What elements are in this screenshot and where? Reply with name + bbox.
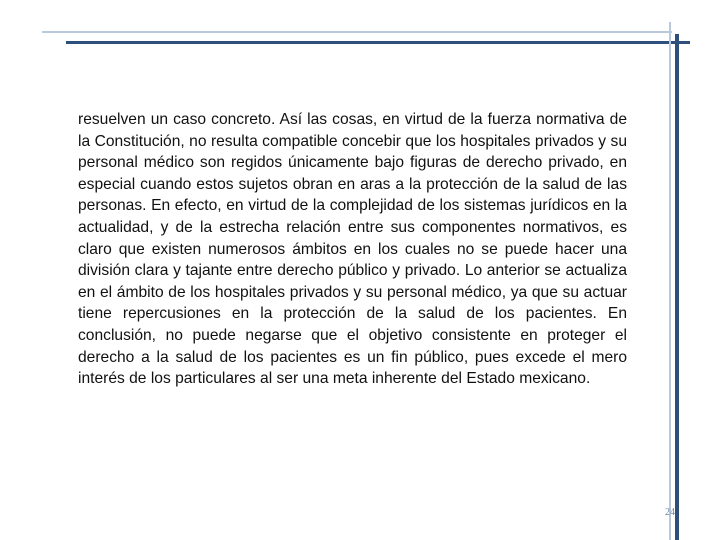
body-paragraph: resuelven un caso concreto. Así las cosas, en virtud de la fuerza normativa de la Constitución, no resulta compatible concebir que los hospitales privados y su personal médico son regidos únicamente bajo figuras de derecho privado, en especial cuando estos sujetos obran en aras a la protección de la salud de las personas. En efecto, en virtud de la complejidad de los sistemas jurídicos en la actualidad, y de la estrecha relación entre sus componentes normativos, es claro que existen numerosos ámbitos en los cuales no se puede hacer una división clara y tajante entre derecho público y privado. Lo anterior se actualiza en el ámbito de los hospitales privados y su personal médico, ya que su actuar tiene repercusiones en la protección de la salud de los pacientes. En conclusión, no puede negarse que el objetivo consistente en proteger el derecho a la salud de los pacientes es un fin público, pues excede el mero interés de los particulares al ser una meta inherente del Estado mexicano.	[78, 111, 627, 388]
page-number: 24	[665, 507, 675, 518]
top-light-rule	[42, 31, 672, 33]
right-light-rule	[669, 22, 671, 540]
right-dark-rule	[675, 34, 679, 540]
top-dark-rule	[66, 41, 690, 44]
